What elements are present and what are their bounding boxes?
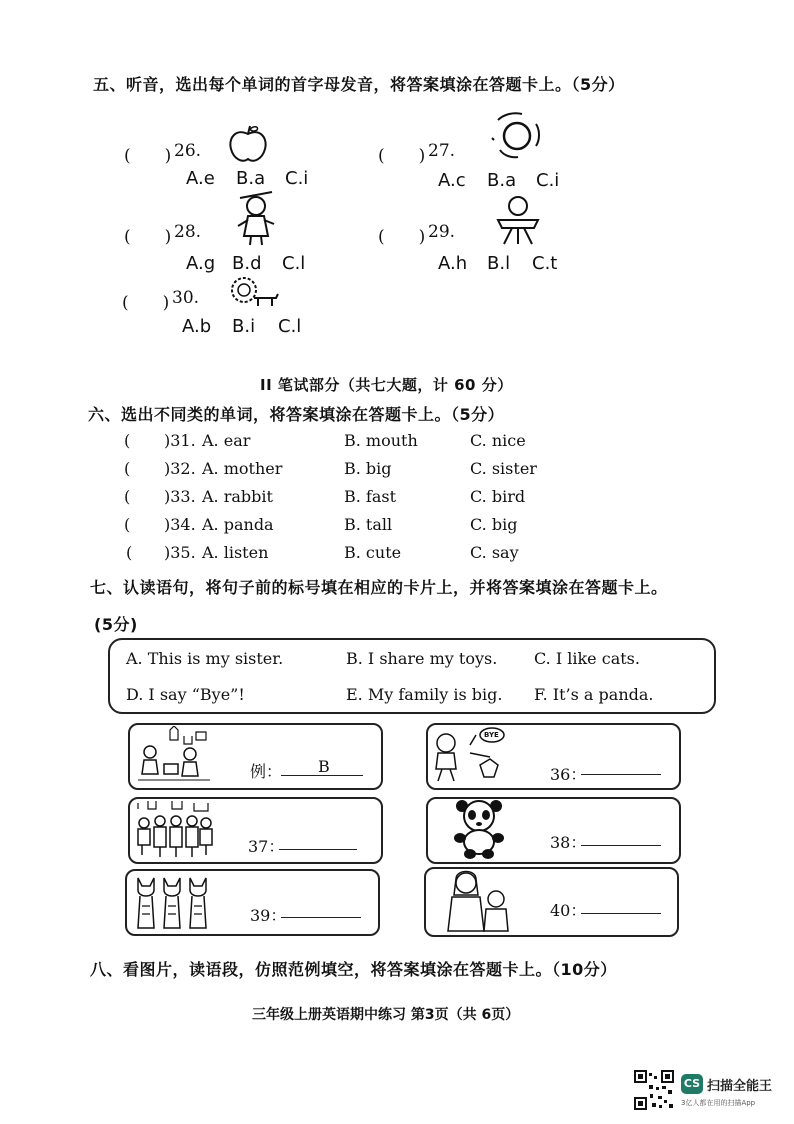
q26-option-c: C.i — [285, 168, 309, 189]
q34-option-c: C. big — [470, 515, 518, 534]
section7-score: (5分) — [94, 615, 138, 634]
q32-option-c: C. sister — [470, 459, 537, 478]
q33-number: )33. — [164, 487, 196, 506]
tower-picture — [494, 194, 542, 246]
q31-option-c: C. nice — [470, 431, 526, 450]
sharing-toys-picture — [134, 726, 214, 784]
q32-option-a: A. mother — [202, 459, 283, 478]
q31-number: )31. — [164, 431, 196, 450]
q27-option-b: B.a — [487, 170, 517, 191]
q28-paren[interactable]: ( ) — [124, 227, 172, 247]
section6-title: 六、选出不同类的单词，将答案填涂在答题卡上。（5分） — [88, 405, 505, 424]
lion-picture — [226, 274, 282, 310]
card-40-label: 40： — [550, 901, 587, 920]
camscanner-slogan: 3亿人都在用的扫描App — [681, 1099, 756, 1107]
q28-number: 28. — [174, 222, 202, 242]
card-37-label: 37： — [248, 837, 285, 856]
q29-option-b: B.l — [487, 253, 511, 274]
big-family-picture — [132, 799, 216, 859]
q34-option-b: B. tall — [344, 515, 393, 534]
q31-option-a: A. ear — [202, 431, 251, 450]
card-40-answer-line[interactable] — [581, 913, 661, 914]
q29-option-a: A.h — [438, 253, 468, 274]
q32-paren[interactable]: ( — [124, 459, 131, 478]
card-36-label: 36： — [550, 765, 587, 784]
q26-option-b: B.a — [236, 168, 266, 189]
sentence-f: F. It’s a panda. — [534, 685, 654, 704]
q30-paren[interactable]: ( ) — [122, 293, 170, 313]
q30-option-c: C.l — [278, 316, 302, 337]
q27-number: 27. — [428, 141, 456, 161]
page-footer: 三年级上册英语期中练习 第3页（共 6页） — [252, 1007, 520, 1023]
q31-paren[interactable]: ( — [124, 431, 131, 450]
q27-option-a: A.c — [438, 170, 466, 191]
q33-paren[interactable]: ( — [124, 487, 131, 506]
sentence-c: C. I like cats. — [534, 649, 640, 668]
section7-title: 七、认读语句，将句子前的标号填在相应的卡片上，并将答案填涂在答题卡上。 — [90, 578, 668, 597]
ball-picture — [484, 110, 550, 166]
q28-option-c: C.l — [282, 253, 306, 274]
card-38-label: 38： — [550, 833, 587, 852]
q35-number: )35. — [164, 543, 196, 562]
section5-title: 五、听音，选出每个单词的首字母发音，将答案填涂在答题卡上。（5分） — [93, 75, 625, 94]
sentence-d: D. I say “Bye”! — [126, 685, 245, 704]
q26-option-a: A.e — [186, 168, 215, 189]
q33-option-b: B. fast — [344, 487, 397, 506]
card-39-answer-line[interactable] — [281, 917, 361, 918]
card-37-answer-line[interactable] — [279, 849, 357, 850]
q34-option-a: A. panda — [202, 515, 274, 534]
card-example-label: 例： — [250, 762, 283, 781]
sentence-e: E. My family is big. — [346, 685, 503, 704]
q27-option-c: C.i — [536, 170, 560, 191]
q28-option-a: A.g — [186, 253, 216, 274]
bye-speech-text: BYE — [484, 731, 499, 739]
q35-paren[interactable]: ( — [126, 543, 133, 562]
q31-option-b: B. mouth — [344, 431, 418, 450]
q30-option-b: B.i — [232, 316, 256, 337]
panda-picture — [452, 798, 508, 860]
card-38-answer-line[interactable] — [581, 845, 661, 846]
q26-number: 26. — [174, 141, 202, 161]
q32-option-b: B. big — [344, 459, 392, 478]
card-39-label: 39： — [250, 906, 287, 925]
q35-option-b: B. cute — [344, 543, 402, 562]
q29-option-c: C.t — [532, 253, 558, 274]
cats-picture — [132, 870, 216, 932]
q34-paren[interactable]: ( — [124, 515, 131, 534]
q28-option-b: B.d — [232, 253, 262, 274]
q34-number: )34. — [164, 515, 196, 534]
q35-option-a: A. listen — [202, 543, 269, 562]
sentence-b: B. I share my toys. — [346, 649, 498, 668]
girl-picture — [234, 188, 278, 248]
q33-option-a: A. rabbit — [202, 487, 273, 506]
sisters-picture — [444, 869, 512, 933]
q29-paren[interactable]: ( ) — [378, 227, 426, 247]
q26-paren[interactable]: ( ) — [124, 146, 172, 166]
apple-picture — [226, 124, 270, 164]
camscanner-logo: CS — [681, 1074, 703, 1094]
section8-title: 八、看图片，读语段，仿照范例填空，将答案填涂在答题卡上。（10分） — [90, 960, 617, 979]
q29-number: 29. — [428, 222, 456, 242]
card-36-answer-line[interactable] — [581, 774, 661, 775]
sentence-a: A. This is my sister. — [126, 649, 284, 668]
q30-option-a: A.b — [182, 316, 212, 337]
q32-number: )32. — [164, 459, 196, 478]
q35-option-c: C. say — [470, 543, 519, 562]
q33-option-c: C. bird — [470, 487, 526, 506]
q30-number: 30. — [172, 288, 200, 308]
qr-code-icon — [634, 1070, 674, 1110]
card-example-answer: B — [318, 757, 330, 776]
camscanner-name: 扫描全能王 — [707, 1079, 773, 1094]
part2-title: II 笔试部分（共七大题，计 60 分） — [260, 376, 513, 394]
q27-paren[interactable]: ( ) — [378, 146, 426, 166]
